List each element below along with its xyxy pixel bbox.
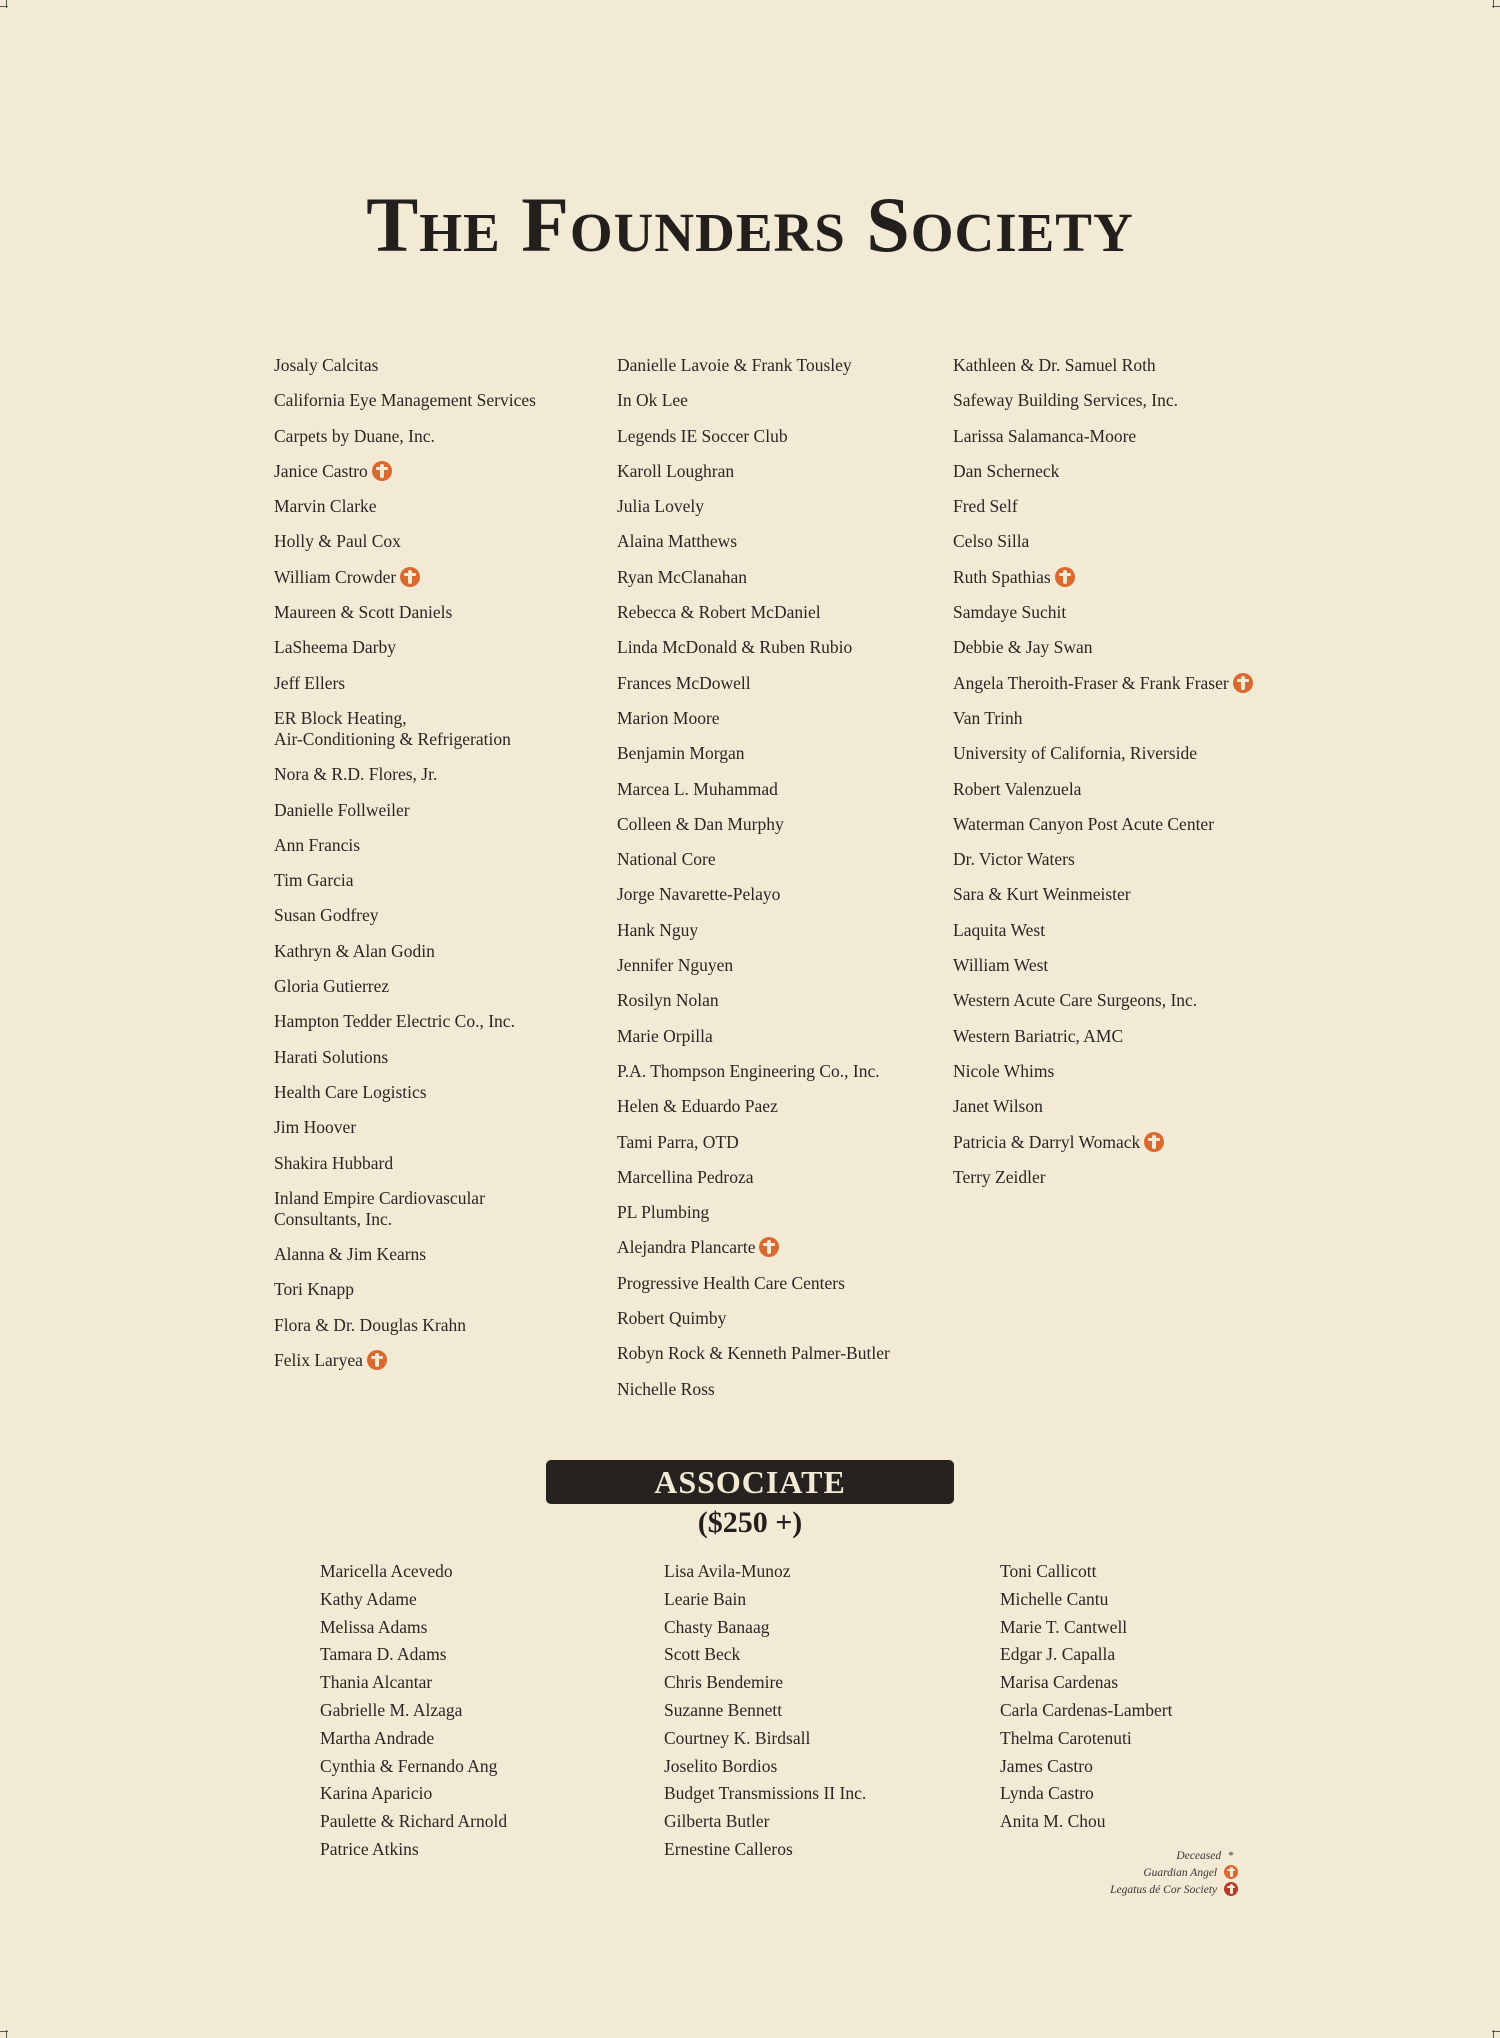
donor-name (953, 531, 1253, 552)
donor-name (274, 1117, 536, 1138)
donor-name (617, 1026, 890, 1047)
founders-column-3 (953, 355, 1253, 1202)
donor-name-text: Susan Godfrey (274, 905, 379, 926)
donor-name (953, 955, 1253, 976)
donor-name (617, 1273, 890, 1294)
donor-name-text: Colleen & Dan Murphy (617, 813, 784, 834)
associate-name: Joselito Bordios (664, 1755, 778, 1776)
associate-name: Tamara D. Adams (320, 1644, 447, 1665)
associate-column-2 (664, 1561, 866, 1867)
donor-name-text: National Core (617, 849, 716, 870)
associate-name: Gabrielle M. Alzaga (320, 1699, 463, 1720)
donor-name (274, 870, 536, 891)
donor-name-text: Jim Hoover (274, 1117, 357, 1138)
guardian-angel-icon (1144, 1132, 1164, 1152)
donor-name (617, 743, 890, 764)
donor-name-text: University of California, Riverside (953, 743, 1197, 764)
donor-name (274, 1011, 536, 1032)
donor-name-text: ER Block Heating, (274, 707, 407, 728)
donor-name (274, 461, 536, 482)
donor-name (617, 637, 890, 658)
donor-name-text: Celso Silla (953, 531, 1030, 552)
legend-guardian-angel (1110, 1865, 1238, 1882)
associate-name: Anita M. Chou (1000, 1811, 1106, 1832)
donor-name (274, 567, 536, 588)
donor-name (953, 637, 1253, 658)
donor-name-text: Alanna & Jim Kearns (274, 1244, 427, 1265)
associate-name: Learie Bain (664, 1588, 747, 1609)
associate-name: Patrice Atkins (320, 1838, 419, 1859)
donor-name-text: Robert Quimby (617, 1308, 727, 1329)
donor-name (953, 496, 1253, 517)
legend-deceased-label: Deceased (1176, 1850, 1222, 1862)
donor-name (274, 496, 536, 517)
donor-name (617, 1379, 890, 1400)
associate-name: Scott Beck (664, 1644, 741, 1665)
associate-name: Marisa Cardenas (1000, 1672, 1119, 1693)
donor-name-text: Helen & Eduardo Paez (617, 1096, 778, 1117)
donor-name (953, 743, 1253, 764)
donor-name-text: Robyn Rock & Kenneth Palmer-Butler (617, 1343, 890, 1364)
donor-name-text: PL Plumbing (617, 1202, 710, 1223)
donor-name (274, 1350, 536, 1371)
donor-name-text: Progressive Health Care Centers (617, 1272, 845, 1293)
donor-name (617, 1202, 890, 1223)
donor-name (953, 920, 1253, 941)
page-title: The Founders Society (366, 181, 1134, 268)
donor-name-text: Western Bariatric, AMC (953, 1025, 1124, 1046)
donor-name-text: Alejandra Plancarte (617, 1237, 756, 1258)
donor-name-text: Ruth Spathias (953, 566, 1051, 587)
donor-name-text: Shakira Hubbard (274, 1152, 394, 1173)
associate-name: Cynthia & Fernando Ang (320, 1755, 498, 1776)
legend-legatus-label: Legatus dé Cor Society (1110, 1884, 1218, 1896)
donor-name-text: Rebecca & Robert McDaniel (617, 602, 821, 623)
donor-name (953, 567, 1253, 588)
associate-name: Karina Aparicio (320, 1783, 433, 1804)
donor-name (274, 800, 536, 821)
donor-name-text: Van Trinh (953, 707, 1023, 728)
associate-name: Melissa Adams (320, 1616, 428, 1637)
crop-mark (6, 2030, 7, 2038)
guardian-angel-icon (1224, 1865, 1238, 1879)
donor-name-text: Kathryn & Alan Godin (274, 940, 435, 961)
deceased-symbol: * (1228, 1850, 1234, 1862)
associate-name: Gilberta Butler (664, 1811, 770, 1832)
associate-name: Chasty Banaag (664, 1616, 770, 1637)
donor-name (953, 1026, 1253, 1047)
donor-name-text: Rosilyn Nolan (617, 990, 719, 1011)
donor-name (617, 496, 890, 517)
donor-name-text: LaSheema Darby (274, 637, 396, 658)
donor-name (953, 355, 1253, 376)
associate-name: Paulette & Richard Arnold (320, 1811, 508, 1832)
donor-name-text: Safeway Building Services, Inc. (953, 390, 1179, 411)
donor-name-text: Laquita West (953, 919, 1046, 940)
donor-name-text: Alaina Matthews (617, 531, 738, 552)
associate-name: Maricella Acevedo (320, 1561, 453, 1581)
donor-name (953, 779, 1253, 800)
guardian-angel-icon (372, 461, 392, 481)
donor-name-text: Waterman Canyon Post Acute Center (953, 813, 1215, 834)
donor-name (617, 1237, 890, 1258)
donor-name-text: Danielle Follweiler (274, 799, 410, 820)
donor-name-text: Debbie & Jay Swan (953, 637, 1093, 658)
donor-name-text: Linda McDonald & Ruben Rubio (617, 637, 853, 658)
donor-name (617, 1132, 890, 1153)
legatus-heart-icon (1224, 1882, 1238, 1896)
associate-name: James Castro (1000, 1755, 1093, 1776)
donor-name-text: Hank Nguy (617, 919, 699, 940)
donor-name-text: Jorge Navarette-Pelayo (617, 884, 781, 905)
donor-name (274, 602, 536, 623)
donor-name-text: California Eye Management Services (274, 390, 536, 411)
associate-name: Kathy Adame (320, 1588, 417, 1609)
donor-name (274, 976, 536, 997)
donor-name-text: Marvin Clarke (274, 496, 377, 517)
donor-name-text: Felix Laryea (274, 1350, 363, 1371)
donor-name-text: Gloria Gutierrez (274, 976, 390, 997)
donor-name (617, 390, 890, 411)
guardian-angel-icon (1055, 567, 1075, 587)
donor-name (953, 426, 1253, 447)
donor-name-text: Patricia & Darryl Womack (953, 1131, 1141, 1152)
donor-name (274, 708, 536, 750)
donor-name-text: Ryan McClanahan (617, 566, 748, 587)
donor-name-text: Julia Lovely (617, 496, 704, 517)
donor-name (617, 708, 890, 729)
crop-mark (1493, 2030, 1494, 2038)
associate-name: Chris Bendemire (664, 1672, 784, 1693)
associate-name: Marie T. Cantwell (1000, 1616, 1128, 1637)
donor-name-text: Marcellina Pedroza (617, 1166, 754, 1187)
donor-name-text: Dr. Victor Waters (953, 849, 1075, 870)
donor-name (274, 355, 536, 376)
donor-name-line2: Air-Conditioning & Refrigeration (274, 728, 511, 749)
donor-name (617, 849, 890, 870)
donor-name-text: Benjamin Morgan (617, 743, 745, 764)
donor-name-text: Hampton Tedder Electric Co., Inc. (274, 1011, 515, 1032)
donor-name (274, 531, 536, 552)
associate-name: Toni Callicott (1000, 1561, 1097, 1581)
donor-name (617, 602, 890, 623)
donor-name (953, 849, 1253, 870)
legend (1110, 1848, 1238, 1899)
donor-name (617, 814, 890, 835)
associate-name: Thelma Carotenuti (1000, 1727, 1132, 1748)
donor-name (617, 884, 890, 905)
donor-name (617, 461, 890, 482)
donor-name-text: Marcea L. Muhammad (617, 778, 778, 799)
donor-name-text: Angela Theroith-Fraser & Frank Fraser (953, 672, 1229, 693)
associate-column-3 (1000, 1561, 1173, 1839)
guardian-angel-icon (400, 567, 420, 587)
donor-name-text: Health Care Logistics (274, 1081, 427, 1102)
donor-name (953, 990, 1253, 1011)
donor-name (274, 673, 536, 694)
guardian-angel-icon (1233, 673, 1253, 693)
legend-deceased (1110, 1848, 1238, 1865)
donor-name-text: Terry Zeidler (953, 1166, 1046, 1187)
donor-name (617, 673, 890, 694)
donor-name (274, 941, 536, 962)
donor-name (274, 1047, 536, 1068)
donor-name (953, 1096, 1253, 1117)
donor-name-text: Danielle Lavoie & Frank Tousley (617, 355, 852, 375)
associate-column-1 (320, 1561, 507, 1867)
donor-name (274, 835, 536, 856)
donor-name (617, 990, 890, 1011)
donor-name (274, 1153, 536, 1174)
donor-name-text: Fred Self (953, 496, 1018, 517)
legend-guardian-angel-label: Guardian Angel (1143, 1867, 1218, 1879)
donor-name (953, 1132, 1253, 1153)
donor-name-text: Janet Wilson (953, 1096, 1043, 1117)
donor-name (617, 1061, 890, 1082)
donor-name (274, 1188, 536, 1230)
crop-mark (6, 0, 7, 8)
donor-name-text: Jennifer Nguyen (617, 955, 734, 976)
donor-name-text: Marie Orpilla (617, 1025, 713, 1046)
donor-name-text: Sara & Kurt Weinmeister (953, 884, 1131, 905)
associate-range: ($250 +) (697, 1506, 803, 1539)
donor-name-text: Nora & R.D. Flores, Jr. (274, 764, 438, 785)
donor-name-text: Carpets by Duane, Inc. (274, 425, 435, 446)
associate-name: Carla Cardenas-Lambert (1000, 1699, 1173, 1720)
guardian-angel-icon (759, 1237, 779, 1257)
donor-name-text: Nichelle Ross (617, 1378, 715, 1399)
legend-legatus (1110, 1882, 1238, 1899)
donor-name-text: Dan Scherneck (953, 460, 1060, 481)
associate-name: Michelle Cantu (1000, 1588, 1109, 1609)
associate-name: Budget Transmissions II Inc. (664, 1783, 867, 1804)
donor-name (274, 764, 536, 785)
donor-name-text: Josaly Calcitas (274, 355, 379, 375)
donor-name (617, 1167, 890, 1188)
donor-name-text: Tori Knapp (274, 1279, 354, 1300)
donor-name (617, 1096, 890, 1117)
associate-name: Lisa Avila-Munoz (664, 1561, 791, 1581)
donor-name (953, 814, 1253, 835)
donor-name (274, 426, 536, 447)
donor-name-text: Kathleen & Dr. Samuel Roth (953, 355, 1156, 375)
donor-name-text: Larissa Salamanca-Moore (953, 425, 1137, 446)
donor-name-text: Tami Parra, OTD (617, 1131, 739, 1152)
associate-name: Lynda Castro (1000, 1783, 1094, 1804)
donor-name (617, 920, 890, 941)
donor-name (953, 1167, 1253, 1188)
donor-name (274, 390, 536, 411)
donor-name-text: Samdaye Suchit (953, 602, 1067, 623)
donor-name (617, 1308, 890, 1329)
donor-name (617, 1343, 890, 1364)
donor-name (953, 602, 1253, 623)
donor-name-text: Western Acute Care Surgeons, Inc. (953, 990, 1198, 1011)
donor-name (953, 461, 1253, 482)
donor-name-text: Jeff Ellers (274, 672, 346, 693)
donor-name-text: Legends IE Soccer Club (617, 425, 788, 446)
donor-name (274, 1082, 536, 1103)
donor-name-line2: Consultants, Inc. (274, 1208, 393, 1229)
donor-name (617, 779, 890, 800)
donor-name-text: William Crowder (274, 566, 397, 587)
associate-heading: ASSOCIATE (546, 1460, 954, 1504)
founders-column-1 (274, 355, 536, 1385)
donor-name-text: Frances McDowell (617, 672, 751, 693)
associate-name: Thania Alcantar (320, 1672, 433, 1693)
donor-name-text: Nicole Whims (953, 1060, 1055, 1081)
donor-name (617, 955, 890, 976)
associate-name: Ernestine Calleros (664, 1838, 793, 1859)
donor-name-text: Holly & Paul Cox (274, 531, 401, 552)
associate-name: Martha Andrade (320, 1727, 435, 1748)
donor-name-text: Ann Francis (274, 834, 361, 855)
donor-name (953, 673, 1253, 694)
donor-name-text: Robert Valenzuela (953, 778, 1082, 799)
crop-mark (1493, 0, 1494, 8)
guardian-angel-icon (367, 1350, 387, 1370)
donor-name (274, 1315, 536, 1336)
donor-name (274, 1244, 536, 1265)
donor-name-text: Flora & Dr. Douglas Krahn (274, 1314, 466, 1335)
donor-name (617, 426, 890, 447)
donor-name (617, 531, 890, 552)
donor-name (953, 708, 1253, 729)
associate-name: Suzanne Bennett (664, 1699, 783, 1720)
donor-name (953, 884, 1253, 905)
donor-name-text: P.A. Thompson Engineering Co., Inc. (617, 1060, 880, 1081)
donor-name-text: Marion Moore (617, 707, 720, 728)
donor-name-text: In Ok Lee (617, 390, 688, 411)
donor-name (617, 567, 890, 588)
donor-name-text: William West (953, 955, 1049, 976)
associate-name: Courtney K. Birdsall (664, 1727, 811, 1748)
donor-name (274, 637, 536, 658)
donor-name (274, 1279, 536, 1300)
donor-name (953, 1061, 1253, 1082)
donor-name-text: Janice Castro (274, 460, 368, 481)
donor-name (274, 905, 536, 926)
founders-column-2 (617, 355, 890, 1414)
donor-name-text: Harati Solutions (274, 1046, 389, 1067)
donor-name-text: Inland Empire Cardiovascular (274, 1187, 485, 1208)
donor-name (953, 390, 1253, 411)
associate-name: Edgar J. Capalla (1000, 1644, 1116, 1665)
donor-name-text: Karoll Loughran (617, 460, 735, 481)
donor-name-text: Tim Garcia (274, 870, 354, 891)
donor-name-text: Maureen & Scott Daniels (274, 602, 453, 623)
donor-name (617, 355, 890, 376)
